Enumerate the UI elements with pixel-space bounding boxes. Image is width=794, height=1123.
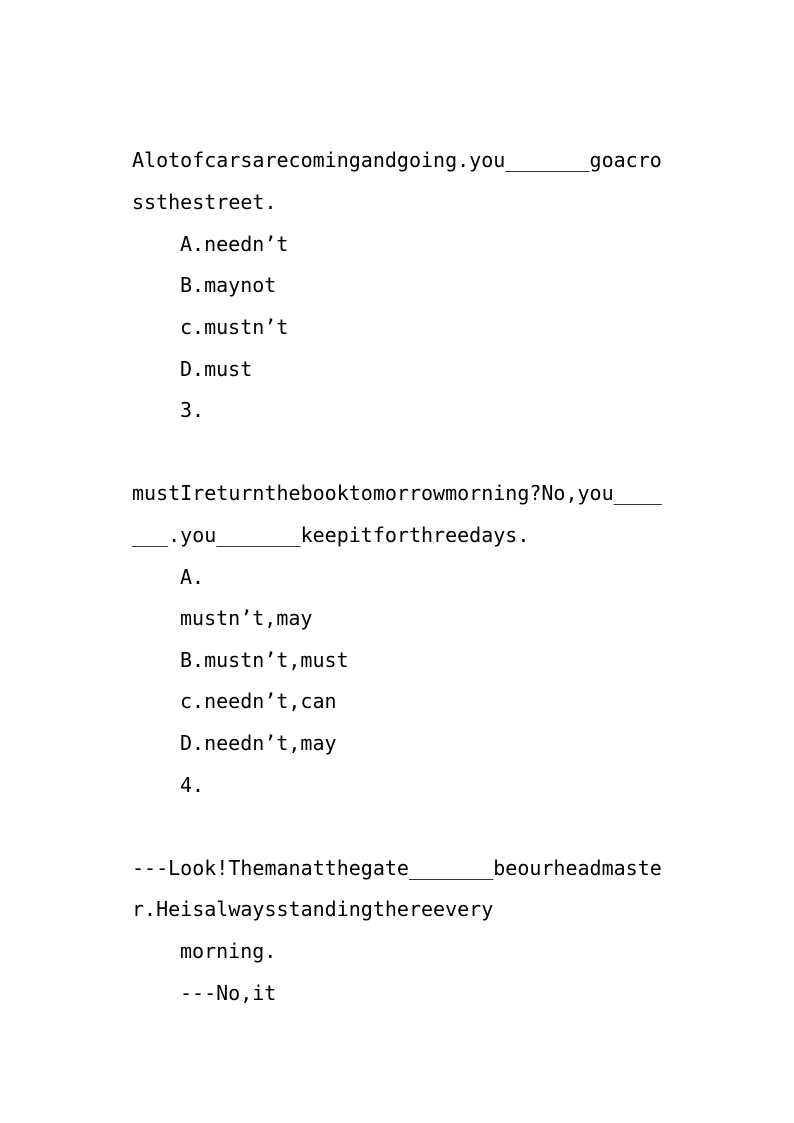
question-4-text-line-2: r.Heisalwaysstandingthereevery — [132, 897, 494, 921]
question-3-option-c: c.needn’t,can — [180, 689, 337, 713]
question-2-option-b: B.maynot — [180, 273, 277, 297]
question-3-text-line-1: mustIreturnthebooktomorrowmorning?No,you____ — [132, 481, 662, 505]
question-3-text-line-2: ___.you_______keepitforthreedays. — [132, 523, 530, 547]
question-3-option-b: B.mustn’t,must — [180, 648, 349, 672]
question-4-text-line-1: ---Look!Themanatthegate_______beourheadmaste — [132, 856, 662, 880]
question-3-option-a-label: A. — [180, 565, 205, 589]
question-2-option-a: A.needn’t — [180, 232, 289, 256]
question-3-option-a-text: mustn’t,may — [180, 606, 313, 630]
question-2-option-d: D.must — [180, 357, 253, 381]
question-3-option-d: D.needn’t,may — [180, 731, 337, 755]
question-2-option-c: c.mustn’t — [180, 315, 289, 339]
question-2-text-line-2: ssthestreet. — [132, 190, 277, 214]
question-4-text-line-4: ---No,it — [180, 981, 277, 1005]
question-4-number: 4. — [180, 773, 205, 797]
question-2-text-line-1: Alotofcarsarecomingandgoing.you_______goacro — [132, 148, 662, 172]
question-3-number: 3. — [180, 398, 205, 422]
question-4-text-line-3: morning. — [180, 939, 277, 963]
